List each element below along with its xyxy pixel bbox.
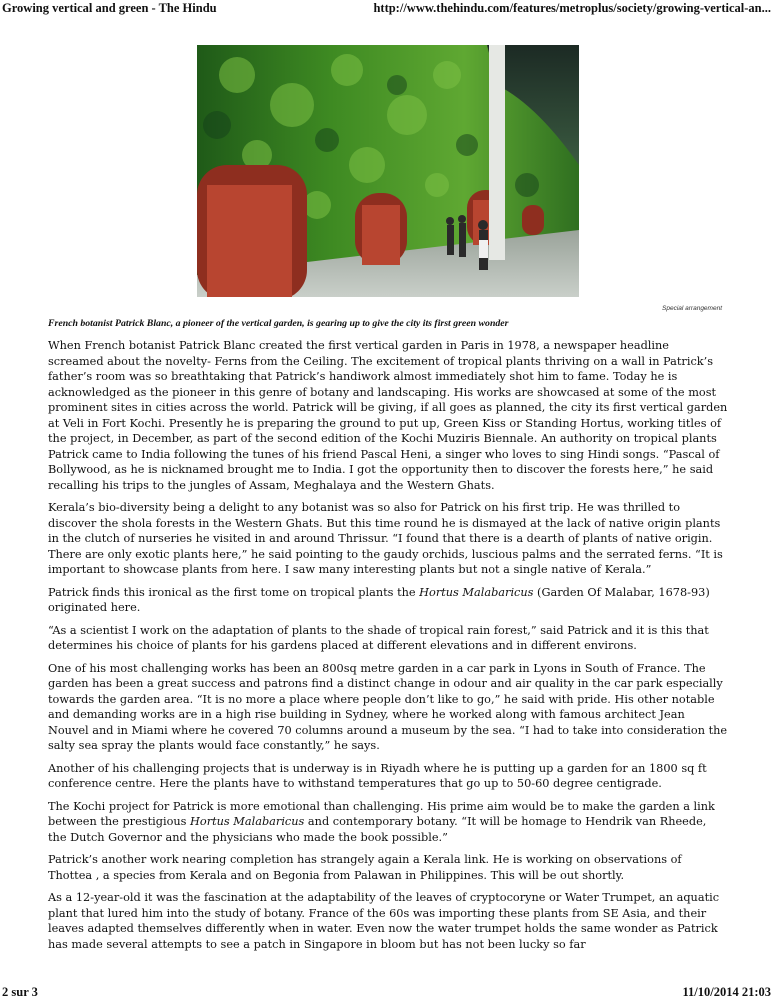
paragraph-text: The Kochi project for Patrick is more emotional than challenging. His prime aim would be to make the garden a link between the prestigious [48,799,715,828]
photo-caption: French botanist Patrick Blanc, a pioneer of the vertical garden, is gearing up to give the city its first green wonder [48,318,509,329]
paragraph [48,585,728,616]
article-body [48,338,728,959]
paragraph: Another of his challenging projects that is underway is in Riyadh where he is putting up a garden for an 1800 sq ft conference centre. Here the plants have to withstand temperatures that go up to 50-60 degree centigrade. [48,761,707,790]
print-footer [0,984,773,1000]
photo-credit: Special arrangement [662,305,722,312]
paragraph: Kerala’s bio-diversity being a delight to any botanist was so also for Patrick on his first trip. He was thrilled to discover the shola forests in the Western Ghats. But this time round he is dismayed at the lack of native origin plants in the clutch of nurseries he visited in and around Thrissur. “I found that there is a dearth of plants of native origin. There are only exotic plants here,” he said pointing to the gaudy orchids, luscious palms and the serrated ferns. “It is important to showcase plants from here. I saw many interesting plants but not a single native of Kerala.” [48,501,723,576]
paragraph: “As a scientist I work on the adaptation of plants to the shade of tropical rain forest,” said Patrick and it is this that determines his choice of plants for his gardens placed at different elevations and in different environs. [48,623,709,652]
page-title: Growing vertical and green - The Hindu [2,1,217,15]
print-datetime: 11/10/2014 21:03 [682,985,771,999]
paragraph [48,799,728,846]
paragraph: As a 12-year-old it was the fascination at the adaptability of the leaves of cryptocoryne or Water Trumpet, an aquatic plant that lured him into the study of botany. France of the 60s was importing these plants from SE Asia, and their leaves adapted themselves differently when in water. Even now the water trumpet holds the same wonder as Patrick has made several attempts to see a patch in Singapore in bloom but has not been lucky so far [48,891,720,951]
book-title: Hortus Malabaricus [419,585,534,599]
paragraph-text: (Garden Of Malabar, 1678-93) originated here. [48,585,710,614]
paragraph-text: Patrick finds this ironical as the first tome on tropical plants the [48,585,420,599]
paragraph: Patrick’s another work nearing completion has strangely again a Kerala link. He is working on observations of Thottea , a species from Kerala and on Begonia from Palawan in Philippines. This will be out shortly. [48,853,682,882]
page-number: 2 sur 3 [2,985,38,999]
paragraph-text: and contemporary botany. “It will be homage to Hendrik van Rheede, the Dutch Governor and the physicians who made the book possible.” [48,815,707,844]
article-photo [197,45,579,297]
page-url: http://www.thehindu.com/features/metroplus/society/growing-vertical-an... [373,1,771,15]
paragraph: One of his most challenging works has been an 800sq metre garden in a car park in Lyons in South of France. The garden has been a great success and patrons find a distinct change in odour and air quality in the car park especially towards the garden area. “It is no more a place where people don’t like to go,” he said with pride. His other notable and demanding works are in a high rise building in Sydney, where he worked along with famous architect Jean Nouvel and in Miami where he covered 70 columns around a museum by the sea. “I had to take into consideration the salty sea spray the plants would face constantly,” he says. [48,661,728,752]
book-title: Hortus Malabaricus [190,815,305,828]
paragraph: When French botanist Patrick Blanc created the first vertical garden in Paris in 1978, a newspaper headline screamed about the novelty- Ferns from the Ceiling. The excitement of tropical plants thriving on a wall in Patrick’s father’s room was so breathtaking that Patrick’s handiwork almost immediately shot him to fame. Today he is acknowledged as the pioneer in this genre of botany and landscaping. His works are showcased at some of the most prominent sites in cities across the world. Patrick will be giving, if all goes as planned, the city its first vertical garden at Veli in Fort Kochi. Presently he is preparing the ground to put up, Green Kiss or Standing Hortus, working titles of the project, in December, as part of the second edition of the Kochi Muziris Biennale. An authority on tropical plants Patrick came to India following the tunes of his friend Pascal Heni, a singer who loves to sing Hindi songs. “Pascal of Bollywood, as he is nicknamed brought me to India. I got the opportunity then to discover the forests here,” he said recalling his trips to the jungles of Assam, Meghalaya and the Western Ghats. [48,339,728,492]
vertical-garden-photo [197,45,579,297]
print-header [0,0,773,16]
